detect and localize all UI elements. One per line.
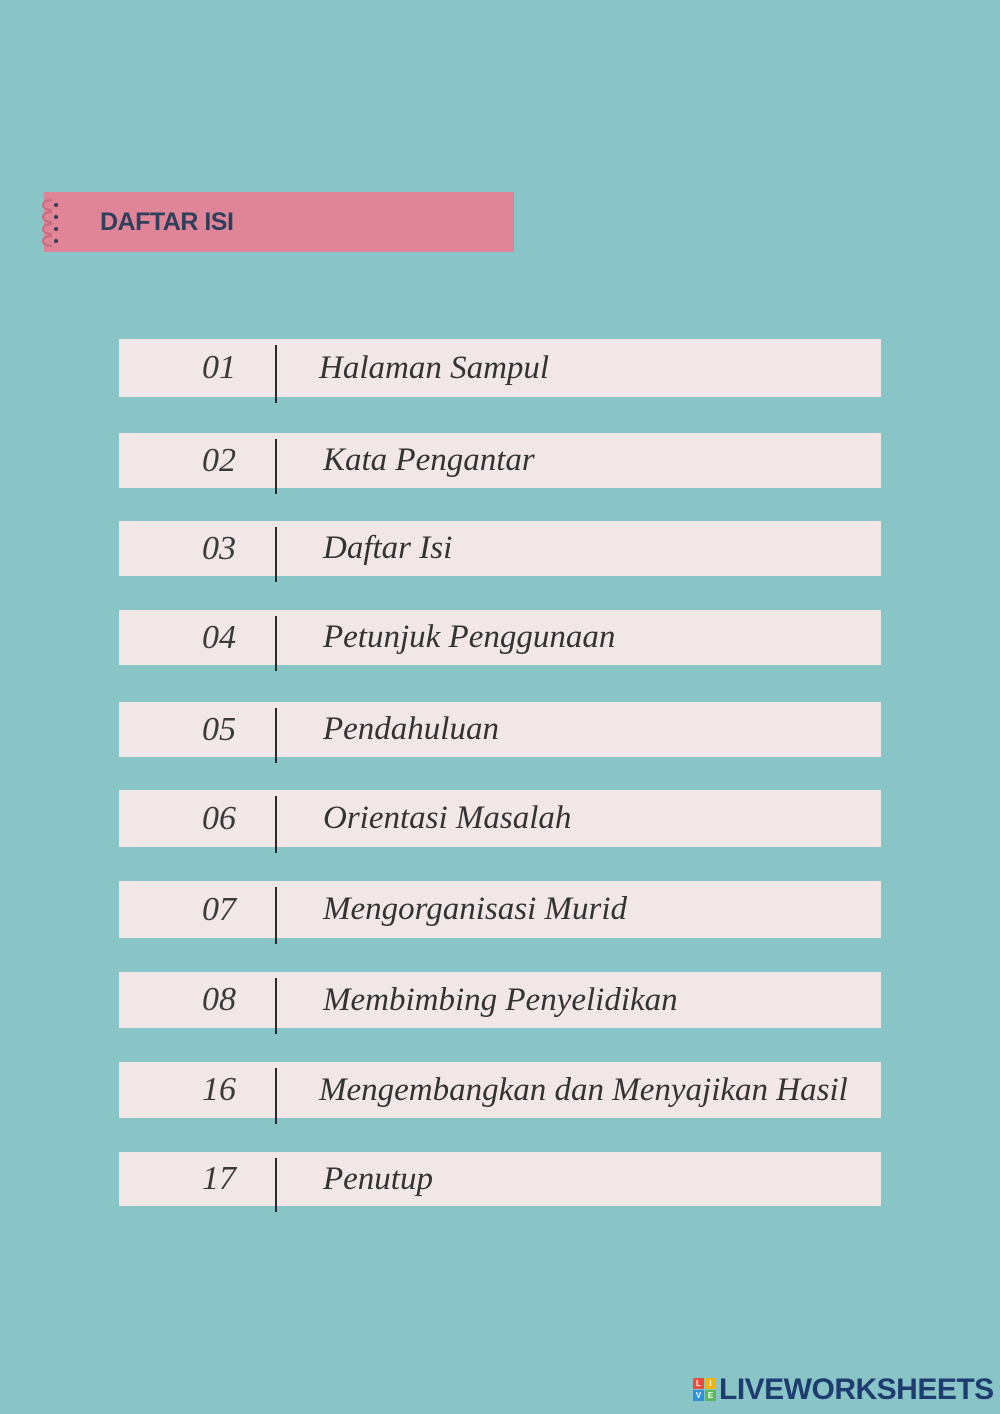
toc-divider: [275, 616, 277, 671]
toc-divider: [275, 345, 277, 403]
brand-text: LIVEWORKSHEETS: [719, 1373, 994, 1406]
toc-entry-label: Mengembangkan dan Menyajikan Hasil: [319, 1072, 848, 1108]
toc-page-number: 01: [202, 349, 236, 386]
toc-page-number: 05: [202, 711, 236, 748]
toc-page-number: 16: [202, 1071, 236, 1108]
logo-tile: I: [705, 1378, 716, 1389]
toc-row: [119, 521, 881, 576]
toc-divider: [275, 527, 277, 582]
toc-entry-label: Pendahuluan: [323, 711, 499, 747]
toc-row: [119, 433, 881, 488]
toc-page-number: 08: [202, 981, 236, 1018]
page-title: DAFTAR ISI: [100, 208, 234, 236]
spiral-binding-icon: [38, 194, 68, 252]
toc-page-number: 06: [202, 800, 236, 837]
toc-entry-label: Membimbing Penyelidikan: [323, 982, 678, 1018]
toc-row: [119, 790, 881, 847]
toc-divider: [275, 796, 277, 853]
toc-divider: [275, 708, 277, 763]
toc-row: [119, 972, 881, 1028]
toc-row: [119, 610, 881, 665]
toc-page-number: 02: [202, 442, 236, 479]
toc-row: [119, 1152, 881, 1206]
toc-divider: [275, 439, 277, 494]
logo-tile: V: [693, 1390, 704, 1401]
toc-page-number: 03: [202, 530, 236, 567]
liveworksheets-logo-icon: [693, 1378, 717, 1402]
toc-entry-label: Penutup: [323, 1161, 433, 1197]
toc-divider: [275, 887, 277, 944]
toc-row: [119, 1062, 881, 1118]
toc-page-number: 07: [202, 891, 236, 928]
toc-divider: [275, 978, 277, 1034]
brand-watermark: [693, 1374, 994, 1406]
toc-entry-label: Mengorganisasi Murid: [323, 891, 628, 927]
toc-entry-label: Petunjuk Penggunaan: [323, 619, 616, 655]
logo-tile: E: [705, 1390, 716, 1401]
toc-row: [119, 702, 881, 757]
toc-entry-label: Halaman Sampul: [319, 350, 550, 386]
toc-entry-label: Daftar Isi: [323, 530, 453, 566]
toc-row: [119, 881, 881, 938]
logo-tile: L: [693, 1378, 704, 1389]
toc-entry-label: Kata Pengantar: [323, 442, 535, 478]
toc-row: [119, 339, 881, 397]
header-banner: [44, 192, 514, 252]
toc-page-number: 17: [202, 1160, 236, 1197]
toc-divider: [275, 1068, 277, 1124]
toc-page-number: 04: [202, 619, 236, 656]
toc-entry-label: Orientasi Masalah: [323, 800, 572, 836]
toc-divider: [275, 1158, 277, 1212]
